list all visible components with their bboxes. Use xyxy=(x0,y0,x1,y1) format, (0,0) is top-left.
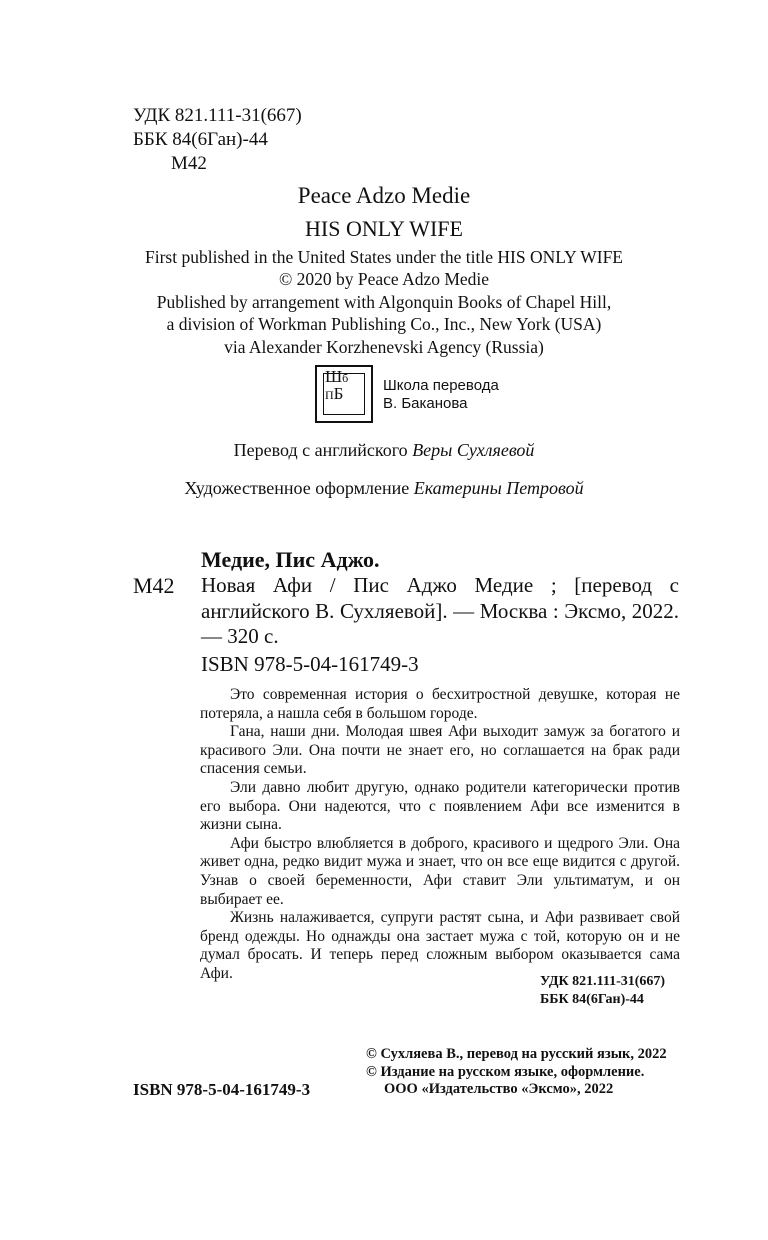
copyright-line: © Издание на русском языке, оформление. xyxy=(366,1063,645,1080)
annotation-paragraph: Это современная история о бесхитростной девушке, которая не потеряла, а нашла себя в большом городе. xyxy=(200,686,680,722)
logo-caption xyxy=(383,377,499,413)
annotation-paragraph: Гана, наши дни. Молодая швея Афи выходит замуж за богатого и красивого Эли. Она почти не знает его, но соглашается на брак ради спасения семьи. xyxy=(200,723,680,778)
rights-line: via Alexander Korzhenevski Agency (Russia) xyxy=(224,336,544,357)
annotation-paragraph: Жизнь налаживается, супруги растят сына, и Афи развивает свой бренд одежды. Но однажды она застает мужа с той, которую он и не думал бросать. И теперь перед сложным выбором оказывается сама Афи. xyxy=(200,909,680,982)
publication-rights xyxy=(0,246,768,358)
biblio-code: М42 xyxy=(133,573,175,598)
logo-letter: б xyxy=(342,371,349,385)
isbn: ISBN 978-5-04-161749-3 xyxy=(201,652,419,676)
logo-letter: Б xyxy=(333,384,344,403)
rights-line: © 2020 by Peace Adzo Medie xyxy=(278,269,490,290)
bbk-code: ББК 84(6Ган)-44 xyxy=(133,129,268,150)
translator-name: Веры Сухляевой xyxy=(412,440,535,460)
copyright-line: © Сухляева В., перевод на русский язык, 2022 xyxy=(366,1046,667,1062)
logo-line-2: В. Баканова xyxy=(383,395,468,412)
translation-label: Перевод с английского xyxy=(233,440,413,460)
logo-letter: П xyxy=(325,388,334,402)
annotation-paragraph: Эли давно любит другую, однако родители категорически против его выбора. Они надеются, что с появлением Афи все изменится в жизни сына. xyxy=(200,778,680,834)
annotation-paragraph: Афи быстро влюбляется в доброго, красивого и щедрого Эли. Она живет одна, редко видит мужа и знает, что он все еще видится с другой. Узнав о своей беременности, Афи ставит Эли ультиматум, и он выбирает ее. xyxy=(200,834,680,908)
copyright-line: ООО «Издательство «Эксмо», 2022 xyxy=(384,1081,614,1097)
copyright-notices xyxy=(366,1046,667,1099)
annotation xyxy=(200,686,680,984)
translation-school-logo xyxy=(315,365,373,423)
udk-block xyxy=(133,104,302,176)
rights-line: Published by arrangement with Algonquin Books of Chapel Hill, xyxy=(156,291,612,312)
isbn-footer: ISBN 978-5-04-161749-3 xyxy=(133,1080,311,1099)
bbk-code: ББК 84(6Ган)-44 xyxy=(540,992,644,1007)
udk-repeat xyxy=(540,973,665,1009)
art-credit xyxy=(0,478,768,499)
art-label: Художественное оформление xyxy=(184,478,414,498)
original-title: HIS ONLY WIFE xyxy=(305,216,463,241)
biblio-description: Новая Афи / Пис Аджо Медие ; [перевод с английского В. Сухляевой]. — Москва : Эксмо, 2022. — 320 с. xyxy=(201,573,679,648)
logo-line-1: Школа перевода xyxy=(383,377,499,394)
logo-monogram xyxy=(325,369,348,403)
biblio-heading: Медие, Пис Аджо. xyxy=(201,547,380,572)
udk-code: УДК 821.111-31(667) xyxy=(133,105,302,126)
translation-credit xyxy=(0,440,768,461)
logo-letter: Ш xyxy=(325,367,343,386)
author-sign: М42 xyxy=(171,153,207,174)
rights-line: a division of Workman Publishing Co., Inc., New York (USA) xyxy=(166,314,602,335)
artist-name: Екатерины Петровой xyxy=(413,478,584,498)
udk-code: УДК 821.111-31(667) xyxy=(540,974,666,989)
rights-line: First published in the United States under the title HIS ONLY WIFE xyxy=(145,247,623,267)
original-author: Peace Adzo Medie xyxy=(297,183,471,208)
